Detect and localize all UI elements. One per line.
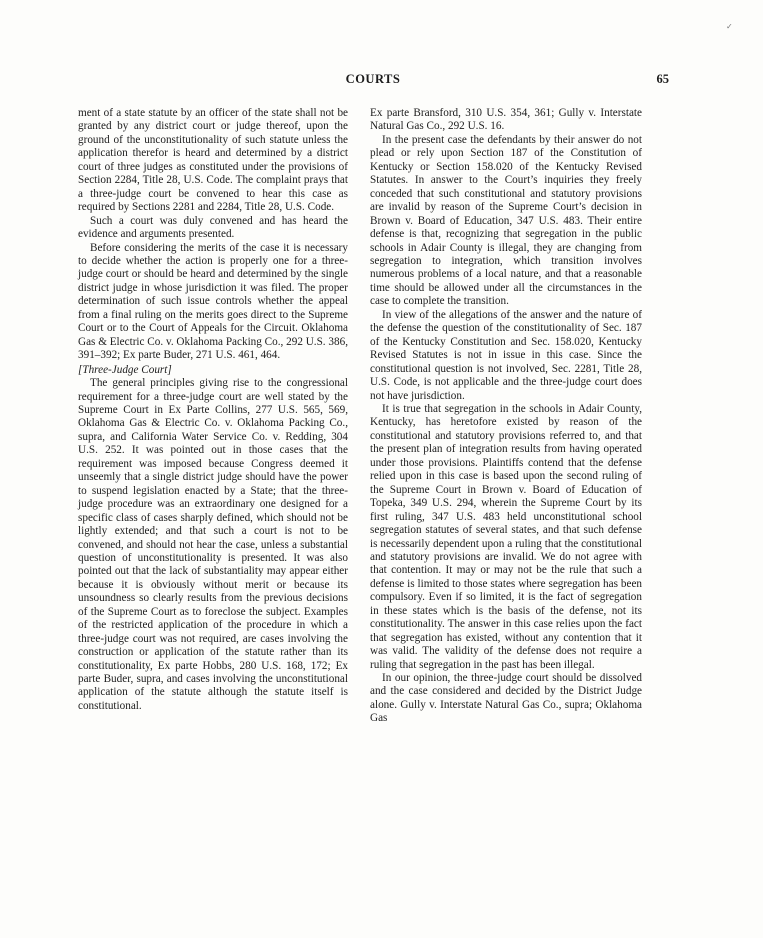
left-column [78, 107, 348, 713]
paragraph: Before considering the merits of the case it is necessary to decide whether the action is properly one for a three-judge court or should be heard and determined by the single district judge in whose jurisdiction it was filed. The proper determination of such issue controls whether the appeal from a final ruling on the merits goes direct to the Supreme Court or to the Court of Appeals for the Circuit. Oklahoma Gas & Electric Co. v. Oklahoma Packing Co., 292 U.S. 386, 391–392; Ex parte Buder, 271 U.S. 461, 464. [78, 241, 348, 362]
paragraph: In our opinion, the three-judge court should be dissolved and the case considered and decided by the District Judge alone. Gully v. Interstate Natural Gas Co., supra; Oklahoma Gas [370, 672, 642, 725]
page-header [77, 72, 669, 92]
corner-check-mark: ✓ [726, 22, 733, 31]
page-number: 65 [656, 72, 669, 86]
paragraph: The general principles giving rise to the congressional requirement for a three-judge court are well stated by the Supreme Court in Ex Parte Collins, 277 U.S. 565, 569, Oklahoma Gas & Electric Co. v. Oklahoma Packing Co., supra, and California Water Service Co. v. Redding, 304 U.S. 252. It was pointed out in those cases that the requirement was imposed because Congress deemed it unseemly that a single district judge should have the power to suspend legislation enacted by a State; that the three-judge procedure was an extraordinary one designed for a specific class of cases sharply defined, which should not be lightly extended; and that such a court is not to be convened, and should not hear the case, unless a substantial question of unconstitutionality is presented. It was also pointed out that the lack of substantiality may appear either because it is obviously without merit or because its unsoundness so clearly results from the previous decisions of the Supreme Court as to foreclose the subject. Examples of the restricted application of the procedure in which a three-judge court was not required, are cases involving the construction or application of the statute rather than its constitutionality, Ex parte Hobbs, 280 U.S. 168, 172; Ex parte Buder, supra, and cases involving the unconstitutional application of the statute although the statute itself is constitutional. [78, 377, 348, 712]
section-subhead: [Three-Judge Court] [78, 363, 172, 376]
paragraph: Such a court was duly convened and has heard the evidence and arguments presented. [78, 214, 348, 241]
paragraph: ment of a state statute by an officer of the state shall not be granted by any district court or judge thereof, upon the ground of the unconstitutionality of such statute unless the application therefor is heard and determined by a district court of three judges as constituted under the provisions of Section 2284, Title 28, U.S. Code. The complaint prays that a three-judge court be convened to hear this case as required by Sections 2281 and 2284, Title 28, U.S. Code. [78, 107, 348, 214]
paragraph: It is true that segregation in the schools in Adair County, Kentucky, has heretofore existed by reason of the constitutional and statutory provisions referred to, and that the present plan of integration results from having operated under those provisions. Plaintiffs contend that the defense relied upon in this case is based upon the second ruling of the Supreme Court in Brown v. Board of Education of Topeka, 349 U.S. 294, wherein the Supreme Court by its first ruling, 347 U.S. 483 held unconstitutional school segregation statutes of several states, and that such defense is necessarily dependent upon a ruling that the constitutional and statutory provisions are invalid. We do not agree with that contention. It may or may not be the rule that such a defense is limited to those states where segregation has been compulsory. Even if so limited, it is the fact of segregation in these states which is the basis of the defense, not its constitutionality. The answer in this case relies upon the fact that segregation has existed, without any contention that it was valid. The validity of the defense does not require a ruling that segregation in the past has been illegal. [370, 402, 642, 671]
paragraph: In view of the allegations of the answer and the nature of the defense the question of the constitutionality of Sec. 187 of the Kentucky Constitution and Sec. 158.020, Kentucky Revised Statutes is not in issue in this case. Since the constitutional question is not involved, Sec. 2281, Title 28, U.S. Code, is not applicable and the three-judge court does not have jurisdiction. [370, 308, 642, 402]
paragraph: Ex parte Bransford, 310 U.S. 354, 361; Gully v. Interstate Natural Gas Co., 292 U.S. 16. [370, 107, 642, 133]
paragraph: In the present case the defendants by their answer do not plead or rely upon Section 187 of the Constitution of Kentucky or Section 158.020 of the Kentucky Revised Statutes. In answer to the Court’s inquiries they freely conceded that such constitutional and statutory provisions are invalid by reason of the Supreme Court’s decision in Brown v. Board of Education, 347 U.S. 483. Their entire defense is that, recognizing that segregation in the public schools in Adair County is illegal, they are changing from segregation to integration, which transition involves numerous problems of a local nature, and that a reasonable time should be allowed under all the circumstances in the case to complete the transition. [370, 133, 642, 308]
right-column [370, 107, 642, 726]
running-head: COURTS [345, 72, 401, 86]
